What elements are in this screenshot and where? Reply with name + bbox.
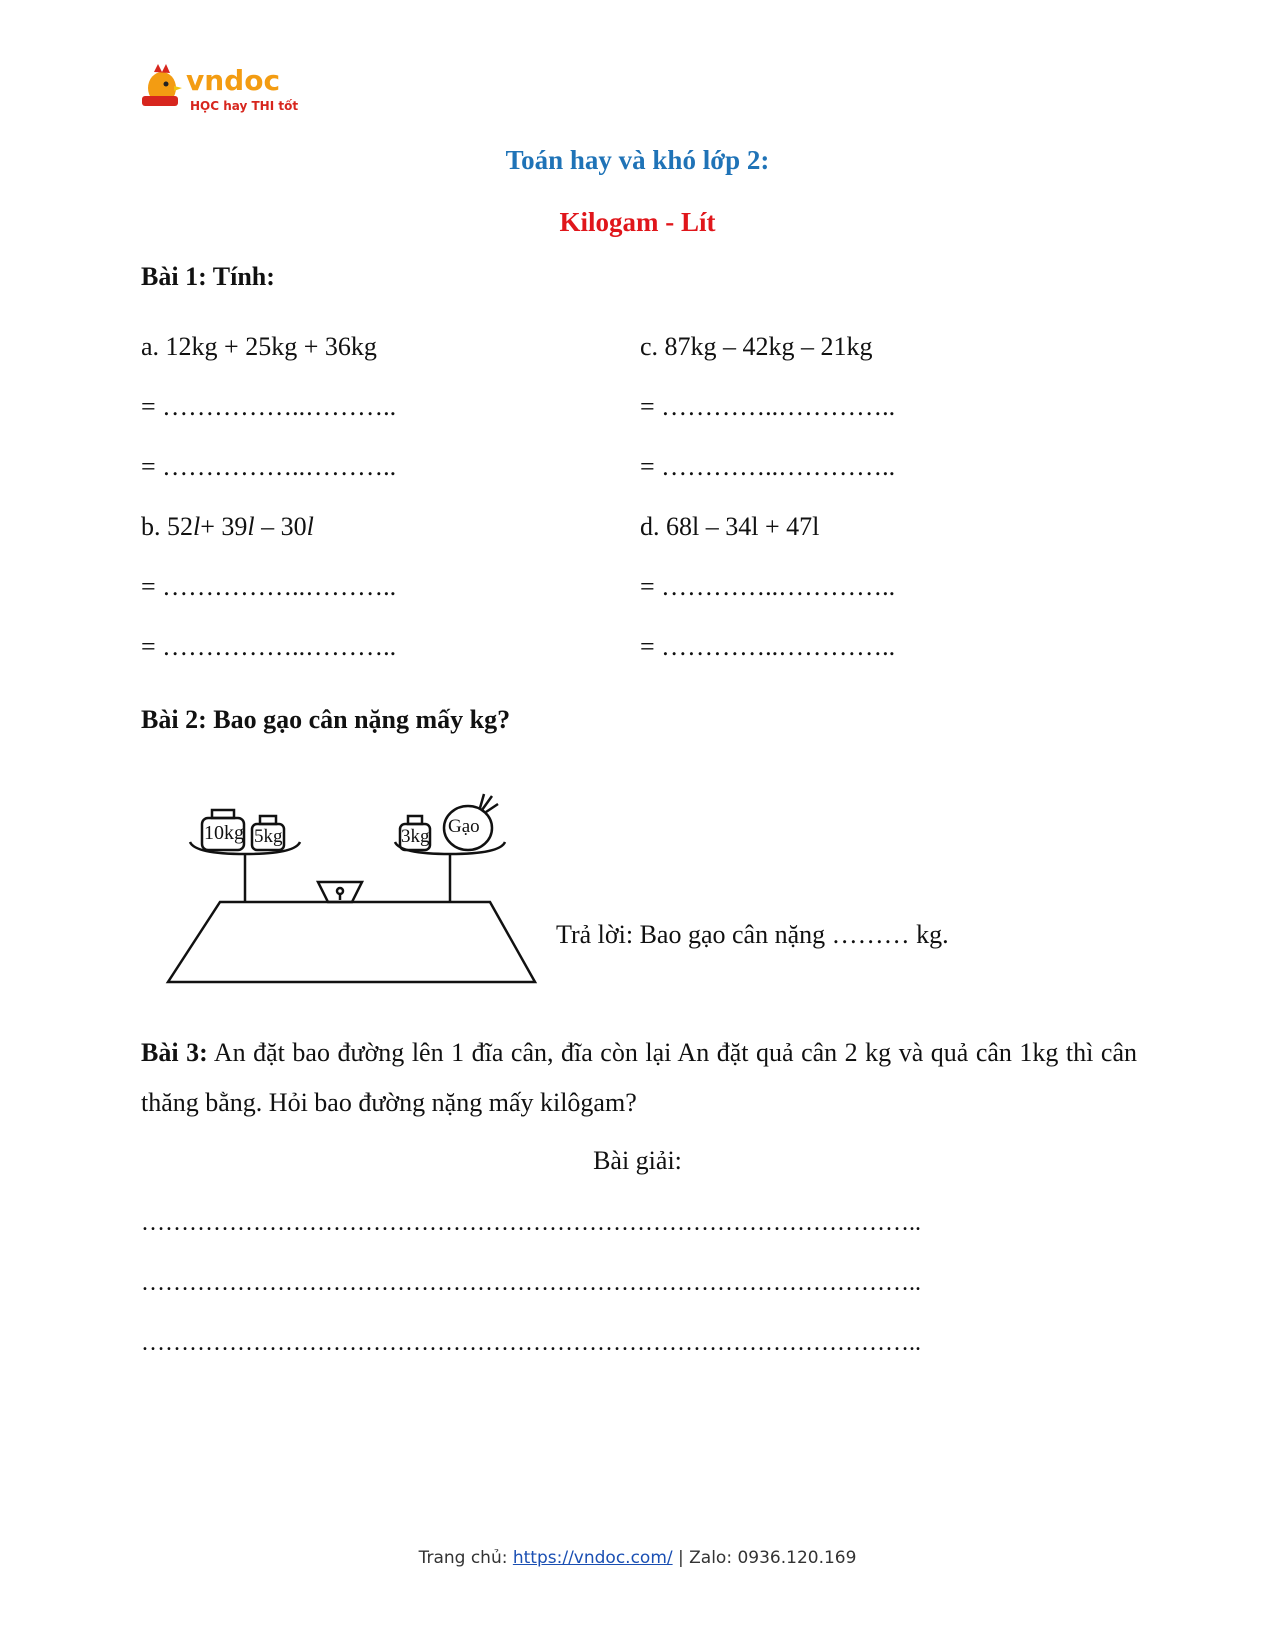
rice-bag-label: Gạo xyxy=(448,816,480,837)
blank-line: = …………..………….. xyxy=(640,632,896,661)
weight-label-5kg: 5kg xyxy=(254,826,283,847)
page-title: Toán hay và khó lớp 2: xyxy=(505,145,770,175)
bai3-text: An đặt bao đường lên 1 đĩa cân, đĩa còn lại An đặt quả cân 2 kg và quả cân 1kg thì cân thăng bằng. Hỏi bao đường nặng mấy kilôgam? xyxy=(141,1038,1137,1117)
blank-line: = …………..………….. xyxy=(640,572,896,601)
bai3-label: Bài 3: xyxy=(141,1038,208,1067)
weight-label-3kg: 3kg xyxy=(401,826,430,847)
blank-line: = ……………..……….. xyxy=(141,452,397,481)
blank-line: = …………..………….. xyxy=(640,452,896,481)
answer-dots-line: …………………………………………………………………………………….. xyxy=(141,1210,921,1236)
bai2-heading: Bài 2: Bao gạo cân nặng mấy kg? xyxy=(141,705,511,734)
bai1-b-part: b. 52 xyxy=(141,512,193,541)
blank-line: = …………..………….. xyxy=(640,392,896,421)
page-subtitle: Kilogam - Lít xyxy=(559,207,716,237)
logo-brand: vndoc xyxy=(186,64,281,97)
homepage-link[interactable]: https://vndoc.com/ xyxy=(512,1548,673,1568)
bai1-heading: Bài 1: Tính: xyxy=(141,262,275,291)
bai2-answer: Trả lời: Bao gạo cân nặng ……… kg. xyxy=(556,920,949,949)
answer-dots-line: …………………………………………………………………………………….. xyxy=(141,1270,921,1296)
bai1-b-part: – 30 xyxy=(254,512,307,541)
unit-l: l xyxy=(247,512,255,541)
bai3-problem xyxy=(141,1028,1137,1128)
weight-label-10kg: 10kg xyxy=(204,822,244,844)
solution-title: Bài giải: xyxy=(593,1146,682,1175)
footer-prefix: Trang chủ: xyxy=(418,1548,513,1568)
unit-l: l xyxy=(193,512,201,541)
bai1-c: c. 87kg – 42kg – 21kg xyxy=(640,332,873,361)
balance-scale-figure xyxy=(150,790,570,995)
logo-tagline: HỌC hay THI tốt xyxy=(190,99,299,113)
answer-dots-line: …………………………………………………………………………………….. xyxy=(141,1330,921,1356)
bai1-b-part: + 39 xyxy=(200,512,248,541)
bai1-a: a. 12kg + 25kg + 36kg xyxy=(141,332,377,361)
blank-line: = ……………..……….. xyxy=(141,572,397,601)
page-footer xyxy=(0,1548,1275,1568)
blank-line: = ……………..……….. xyxy=(141,392,397,421)
footer-zalo: | Zalo: 0936.120.169 xyxy=(672,1548,857,1568)
unit-l: l xyxy=(306,512,314,541)
bai1-b xyxy=(141,512,314,542)
rooster-icon xyxy=(142,64,182,106)
blank-line: = ……………..……….. xyxy=(141,632,397,661)
bai1-d: d. 68l – 34l + 47l xyxy=(640,512,820,541)
vndoc-logo xyxy=(140,60,300,116)
